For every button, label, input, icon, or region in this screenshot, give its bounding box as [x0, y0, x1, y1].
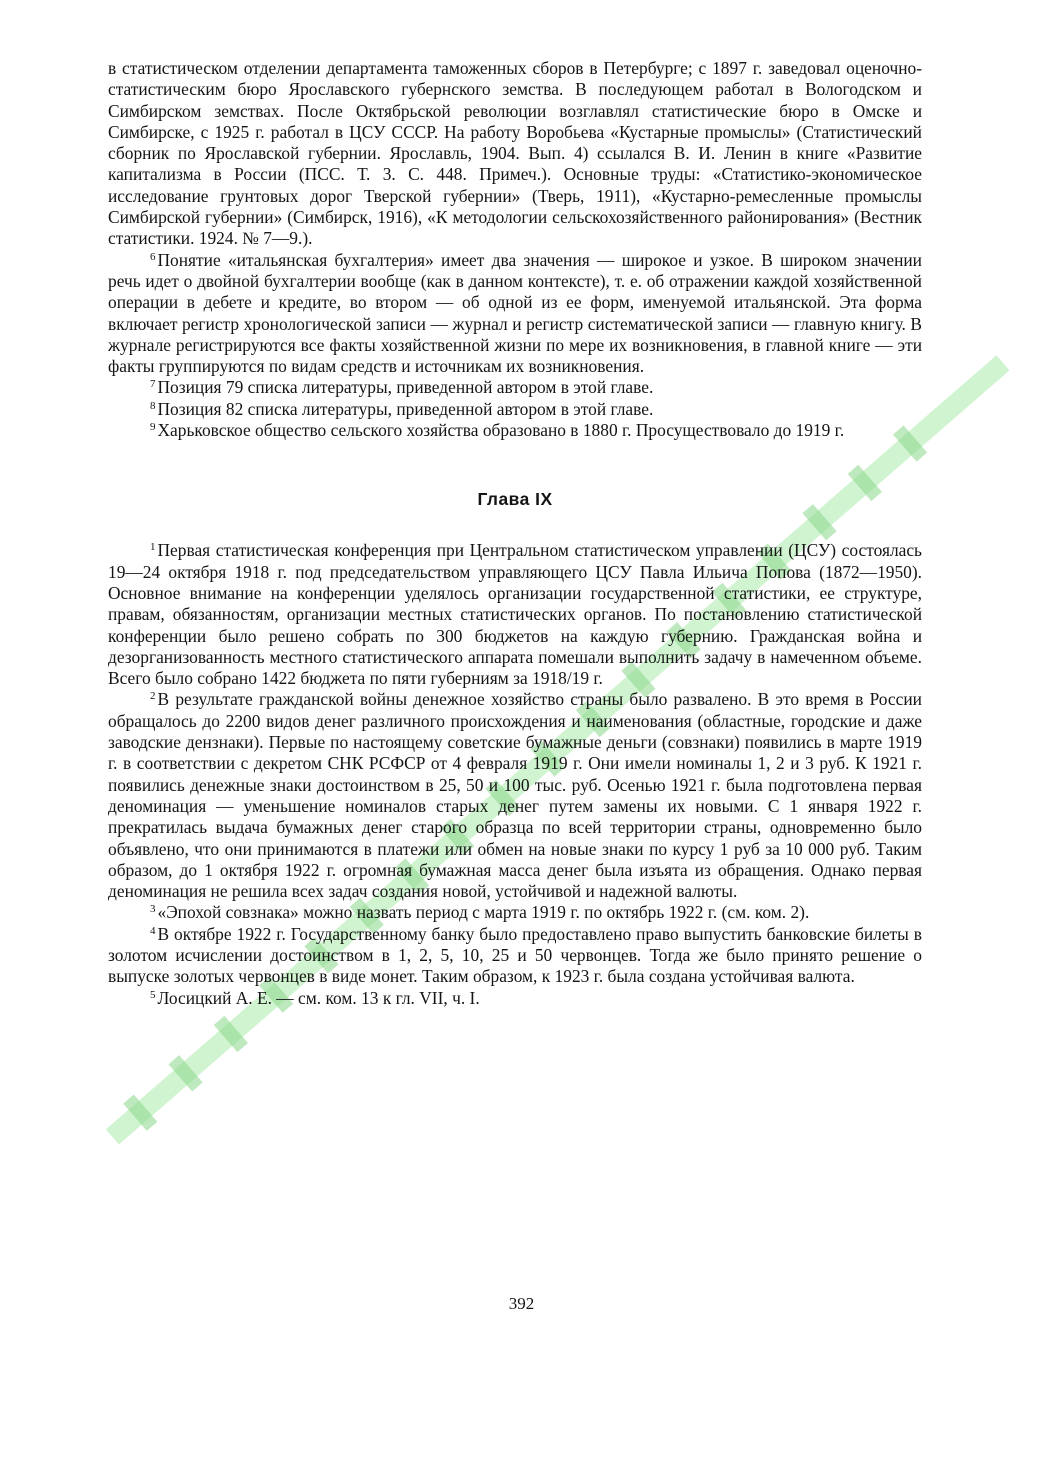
footnote-number: 9	[150, 421, 156, 434]
footnote-text: Понятие «итальянская бухгалтерия» имеет два значения — широкое и узкое. В широком значении речь идет о двойной бухгалтерии вообще (как в данном контексте), т. е. об отражении каждой хозяйственной операции в дебете и кредите, во втором — об одной из ее форм, именуемой итальянской. Эта форма включает регистр хронологической записи — журнал и регистр систематической записи — главную книгу. В журнале регистрируются все факты хозяйственной жизни по мере их возникновения, в главной книге — эти факты группируются по видам средств и источникам их возникновения.	[108, 249, 922, 377]
chapter-heading: Глава IX	[477, 489, 553, 510]
footnote-text: В результате гражданской войны денежное хозяйство страны было развалено. В это время в России обращалось до 2200 видов денег различного происхождения и наименования (областные, городские и даже заводские дензнаки). Первые по настоящему советские бумажные деньги (совзнаки) появились в марте 1919 г. в соответствии с декретом СНК РСФСР от 4 февраля 1919 г. Они имели номиналы 1, 2 и 3 руб. К 1921 г. появились денежные знаки достоинством в 25, 50 и 100 тыс. руб. Осенью 1921 г. была подготовлена первая деноминация — уменьшение номиналов старых денег путем замены их новыми. С 1 января 1922 г. прекратилась выдача бумажных денег старого образца по всей территории страны, одновременно было объявлено, что они принимаются в платежи или обмен на новые знаки по курсу 1 руб за 10 000 руб. Таким образом, до 1 октября 1922 г. огромная бумажная масса денег была изъята из обращения. Однако первая деноминация не решила всех задач создания новой, устойчивой и надежной валюты.	[108, 689, 922, 902]
footnote	[108, 689, 922, 902]
footnote-text: В октябре 1922 г. Государственному банку было предоставлено право выпустить банковские билеты в золотом исчислении достоинством в 1, 2, 5, 10, 25 и 50 червонцев. Тогда же было принято решение о выпуске золотых червонцев в виде монет. Таким образом, к 1923 г. была создана устойчивая валюта.	[108, 923, 922, 987]
footnote	[108, 250, 922, 378]
page-number: 392	[508, 1294, 535, 1313]
footnote	[108, 988, 922, 1009]
footnote-text: Позиция 82 списка литературы, приведенной автором в этой главе.	[157, 398, 654, 419]
footnote-number: 7	[150, 378, 156, 391]
continuation-paragraph: в статистическом отделении департамента таможенных сборов в Петербурге; с 1897 г. заведовал оценочно-статистическим бюро Ярославского губернского земства. В последующем работал в Вологодском и Симбирском земствах. После Октябрьской революции возглавлял статистические бюро в Омске и Симбирске, с 1925 г. работал в ЦСУ СССР. На работу Воробьева «Кустарные промыслы» (Статистический сборник по Ярославской губернии. Ярославль, 1904. Вып. 4) ссылался В. И. Ленин в книге «Развитие капитализма в России (ПСС. Т. 3. С. 448. Примеч.). Основные труды: «Статистико-экономическое исследование грунтовых дорог Тверской губернии» (Тверь, 1911), «Кустарно-ремесленные промыслы Симбирской губернии» (Симбирск, 1916), «К методологии сельскохозяйственного районирования» (Вестник статистики. 1924. № 7—9.).	[108, 58, 922, 249]
footnote-text: Харьковское общество сельского хозяйства образовано в 1880 г. Просуществовало до 1919 г.	[157, 420, 845, 441]
footnote-number: 2	[150, 690, 156, 703]
footnote	[108, 902, 922, 923]
footnote-number: 1	[150, 541, 156, 554]
footnote-number: 3	[150, 903, 156, 916]
footnote-text: «Эпохой совзнака» можно назвать период с марта 1919 г. по октябрь 1922 г. (см. ком. 2).	[157, 902, 810, 923]
footnote	[108, 420, 922, 441]
footnote-text: Лосицкий А. Е. — см. ком. 13 к гл. VII, ч. I.	[157, 987, 480, 1008]
footnote	[108, 540, 922, 689]
footnote-number: 8	[150, 399, 156, 412]
footnote-text: Первая статистическая конференция при Центральном статистическом управлении (ЦСУ) состоялась 19—24 октября 1918 г. под председательством управляющего ЦСУ Павла Ильича Попова (1872—1950). Основное внимание на конференции уделялось организации государственной статистики, ее структуре, правам, обязанностям, организации местных статистических органов. По постановлению статистической конференции было решено собрать по 300 бюджетов на каждую губернию. Гражданская война и дезорганизованность местного статистического аппарата помешали выполнить задачу в намеченном объеме. Всего было собрано 1422 бюджета по пяти губерниям за 1918/19 г.	[108, 540, 922, 689]
footnote-number: 6	[150, 250, 156, 263]
footnote-number: 4	[150, 924, 156, 937]
notes-section-chapter-ix	[108, 540, 922, 1009]
notes-section-previous-chapter	[108, 250, 922, 442]
footnote-number: 5	[150, 988, 156, 1001]
page-body	[108, 58, 922, 1009]
footnote	[108, 377, 922, 398]
footnote	[108, 924, 922, 988]
footnote	[108, 399, 922, 420]
footnote-text: Позиция 79 списка литературы, приведенной автором в этой главе.	[157, 377, 654, 398]
